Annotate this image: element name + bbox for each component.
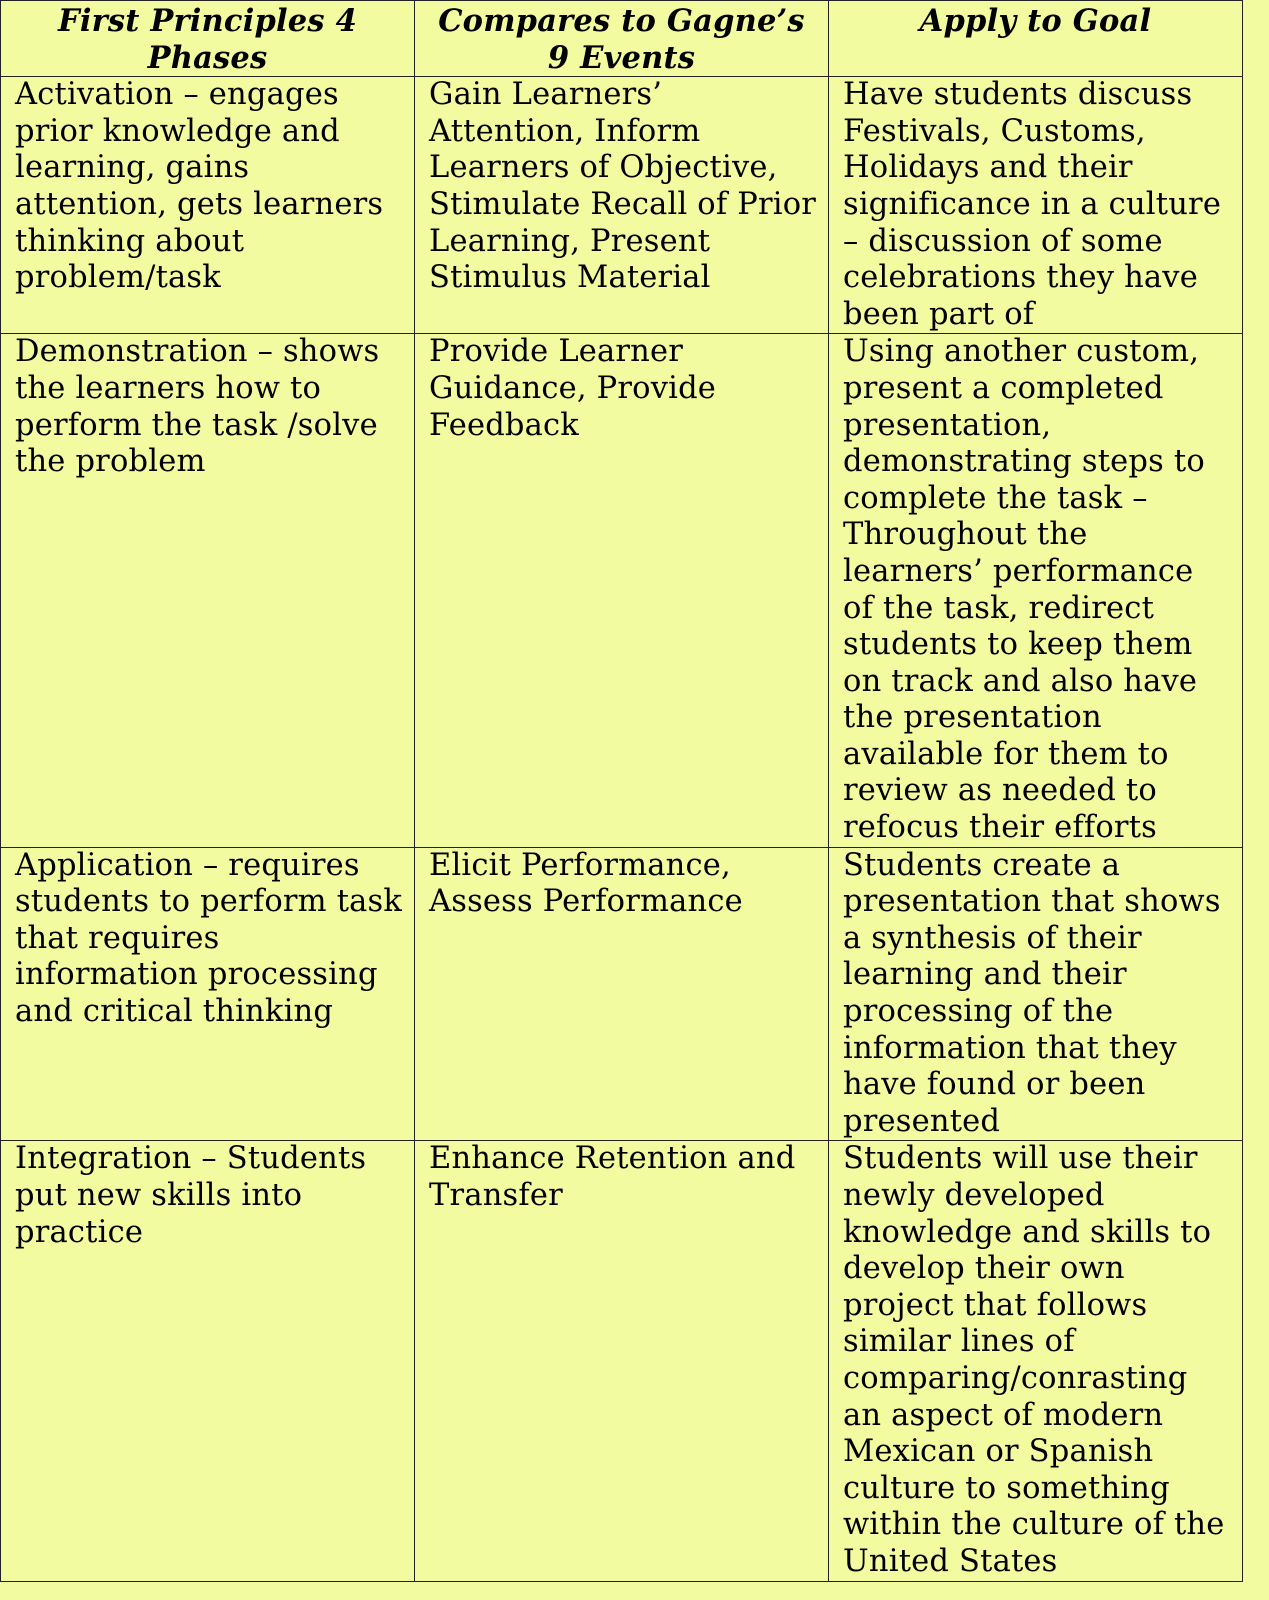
phase-cell: Integration – Students put new skills into practice — [1, 1141, 415, 1581]
goal-cell: Students will use their newly developed knowledge and skills to develop their own project that follows similar lines of comparing/conrasting an aspect of modern Mexican or Spanish culture to something within the culture of the United States — [829, 1141, 1243, 1581]
table-row — [1, 77, 1243, 334]
gagne-cell: Enhance Retention and Transfer — [415, 1141, 829, 1581]
gagne-cell: Provide Learner Guidance, Provide Feedback — [415, 334, 829, 847]
table-row — [1, 1141, 1243, 1581]
header-row — [1, 1, 1243, 77]
goal-cell: Have students discuss Festivals, Customs, Holidays and their significance in a culture – discussion of some celebrations they have been part of — [829, 77, 1243, 334]
table-row — [1, 847, 1243, 1141]
table-row — [1, 334, 1243, 847]
header-apply-to-goal: Apply to Goal — [829, 1, 1243, 77]
phase-cell: Demonstration – shows the learners how to perform the task /solve the problem — [1, 334, 415, 847]
phase-cell: Application – requires students to perform task that requires information processing and critical thinking — [1, 847, 415, 1141]
phase-cell: Activation – engages prior knowledge and learning, gains attention, gets learners thinking about problem/task — [1, 77, 415, 334]
goal-cell: Using another custom, present a completed presentation, demonstrating steps to complete the task – Throughout the learners’ performance of the task, redirect students to keep them on track and also have the presentation available for them to review as needed to refocus their efforts — [829, 334, 1243, 847]
gagne-cell: Elicit Performance, Assess Performance — [415, 847, 829, 1141]
goal-cell: Students create a presentation that shows a synthesis of their learning and their processing of the information that they have found or been presented — [829, 847, 1243, 1141]
header-first-principles: First Principles 4 Phases — [1, 1, 415, 77]
header-gagne-events: Compares to Gagne’s 9 Events — [415, 1, 829, 77]
gagne-cell: Gain Learners’ Attention, Inform Learners of Objective, Stimulate Recall of Prior Learning, Present Stimulus Material — [415, 77, 829, 334]
